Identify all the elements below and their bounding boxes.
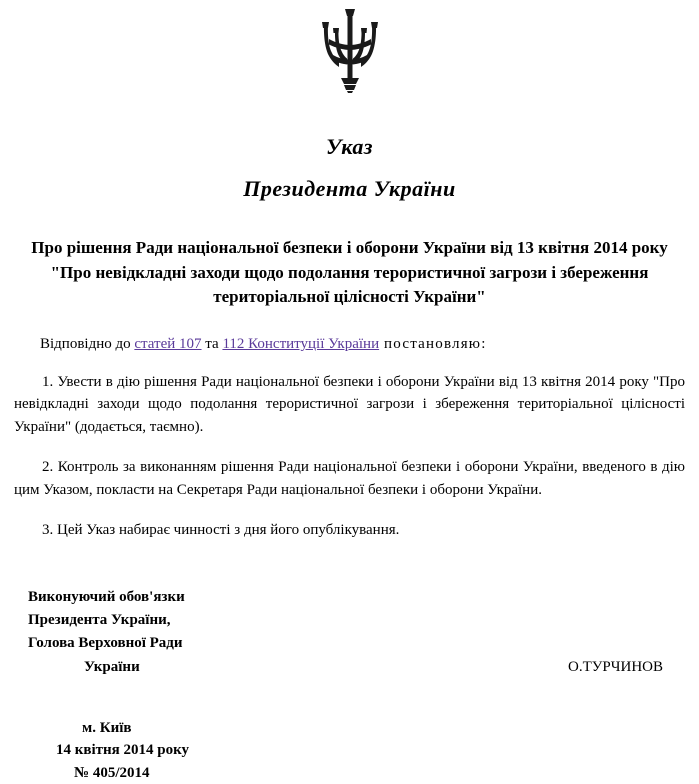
title-line-ukaz: Указ (326, 134, 373, 159)
ukraine-coat-of-arms-icon (320, 8, 380, 93)
paragraph-1: 1. Увести в дію рішення Ради національної безпеки і оборони України від 13 квітня 2014 року "Про невідкладні заходи щодо подолання терористичної загрози і збереження територіальної цілісності України" (додається, таємно). (14, 373, 685, 435)
link-article-107[interactable]: статей 107 (134, 335, 202, 352)
intro-suffix: постановляю (379, 335, 482, 352)
title-line-president: Президента України (243, 176, 456, 201)
paragraph-3: 3. Цей Указ набирає чинності з дня його опублікування. (42, 522, 400, 539)
city: м. Київ (82, 719, 132, 736)
intro-paragraph (40, 336, 659, 353)
document-subject: Про рішення Ради національної безпеки і оборони України від 13 квітня 2014 року "Про невідкладні заходи щодо подолання терористичної загрози і збереження територіальної цілісності України" (31, 238, 668, 307)
date: 14 квітня 2014 року (56, 742, 190, 759)
signature-role-line-2: Президента України, (28, 612, 171, 629)
intro-colon: : (481, 335, 486, 352)
signature-role-line-4: України (84, 658, 140, 675)
signature-row (28, 656, 699, 679)
document-number: № 405/2014 (74, 764, 150, 781)
paragraph-2: 2. Контроль за виконанням рішення Ради національної безпеки і оборони України, введеного в дію цим Указом, покласти на Секретаря Ради національної безпеки і оборони України. (14, 459, 685, 498)
page-title (0, 134, 699, 202)
emblem-container (0, 0, 699, 98)
place-and-date-block (0, 717, 699, 784)
signature-role-line-1: Виконуючий обов'язки (28, 588, 185, 605)
link-article-112-constitution[interactable]: 112 Конституції України (222, 335, 380, 352)
intro-prefix: Відповідно до (40, 335, 135, 352)
signature-role-line-3: Голова Верховної Ради (28, 635, 183, 652)
intro-mid: та (201, 335, 223, 352)
signature-block (28, 586, 699, 679)
signatory-name: О.ТУРЧИНОВ (568, 658, 663, 675)
